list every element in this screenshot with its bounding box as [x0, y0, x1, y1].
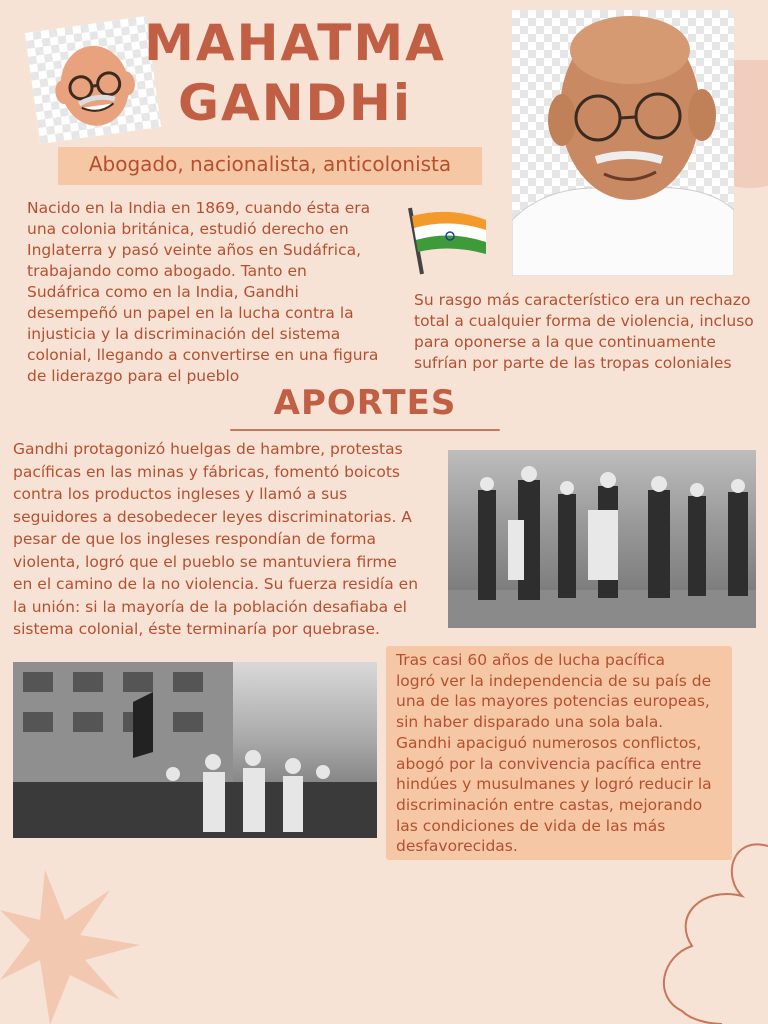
trait-line: Su rasgo más característico era un rechazo: [414, 291, 751, 309]
trait-line: sufrían por parte de las tropas coloniales: [414, 354, 732, 372]
independence-line: hindúes y musulmanes y logró reducir la: [396, 775, 712, 794]
gandhi-portrait: [512, 10, 734, 276]
independence-line: sin haber disparado una sola bala.: [396, 713, 664, 732]
independence-line: Gandhi apaciguó numerosos conflictos,: [396, 733, 702, 752]
title-line-2: GANDHi: [177, 74, 413, 132]
aportes-line: pesar de que los ingleses respondían de forma: [13, 530, 377, 548]
intro-line: desempeñó un papel en la lucha contra la: [27, 304, 354, 322]
independence-crowd-photo: [13, 662, 377, 838]
aportes-line: seguidores a desobedecer leyes discriminatorias. A: [13, 507, 412, 526]
aportes-line: violenta, logró que el pueblo se mantuviera firme: [13, 552, 397, 571]
independence-line: las condiciones de vida de las más: [396, 816, 666, 835]
aportes-line: contra los productos ingleses y llamó a sus: [13, 485, 348, 503]
intro-line: Sudáfrica como en la India, Gandhi: [27, 283, 299, 301]
intro-line: injusticia y la discriminación del sistema: [27, 325, 341, 343]
independence-line: Tras casi 60 años de lucha pacífica: [396, 651, 666, 669]
intro-line: colonial, llegando a convertirse en una figura: [27, 346, 379, 364]
flower-outline-icon: [652, 836, 768, 1024]
salt-march-photo: [448, 450, 756, 628]
sun-burst-icon: [0, 850, 150, 1024]
aportes-line: en el camino de la no violencia. Su fuerza residía en: [13, 575, 419, 593]
independence-line: discriminación entre castas, mejorando: [396, 795, 703, 814]
intro-line: una colonia británica, estudió derecho en: [27, 220, 349, 238]
independence-line: logró ver la independencia de su país de: [396, 671, 712, 690]
title-line-1: MAHATMA: [144, 14, 446, 72]
aportes-line: Gandhi protagonizó huelgas de hambre, protestas: [13, 440, 403, 458]
india-flag-icon: [400, 206, 492, 276]
aportes-paragraph: [13, 438, 447, 641]
intro-paragraph: [27, 198, 407, 387]
subtitle: Abogado, nacionalista, anticolonista: [88, 152, 452, 176]
trait-paragraph: [414, 290, 766, 374]
aportes-line: pacíficas en las minas y fábricas, fomentó boicots: [13, 462, 400, 481]
intro-line: trabajando como abogado. Tanto en: [27, 262, 307, 280]
aportes-line: sistema colonial, éste terminaría por quebrase.: [13, 620, 380, 638]
gandhi-portrait-drawing: [512, 10, 734, 276]
trait-line: total a cualquier forma de violencia, incluso: [414, 312, 754, 330]
heading-underline: [230, 429, 500, 431]
aportes-line: la unión: si la mayoría de la población desafiaba el: [13, 597, 407, 616]
independence-paragraph: [396, 650, 730, 857]
intro-line: Inglaterra y pasó veinte años en Sudáfrica,: [27, 241, 362, 259]
intro-line: de liderazgo para el pueblo: [27, 367, 240, 385]
independence-line: una de las mayores potencias europeas,: [396, 692, 710, 711]
salt-march-figures: [448, 450, 756, 628]
independence-line: abogó por la convivencia pacífica entre: [396, 754, 702, 773]
independence-line: desfavorecidas.: [396, 837, 518, 856]
section-heading: APORTES: [273, 383, 457, 423]
crowd-figures: [13, 662, 377, 838]
trait-line: para oponerse a la que continuamente: [414, 333, 716, 351]
intro-line: Nacido en la India en 1869, cuando ésta era: [27, 199, 371, 217]
